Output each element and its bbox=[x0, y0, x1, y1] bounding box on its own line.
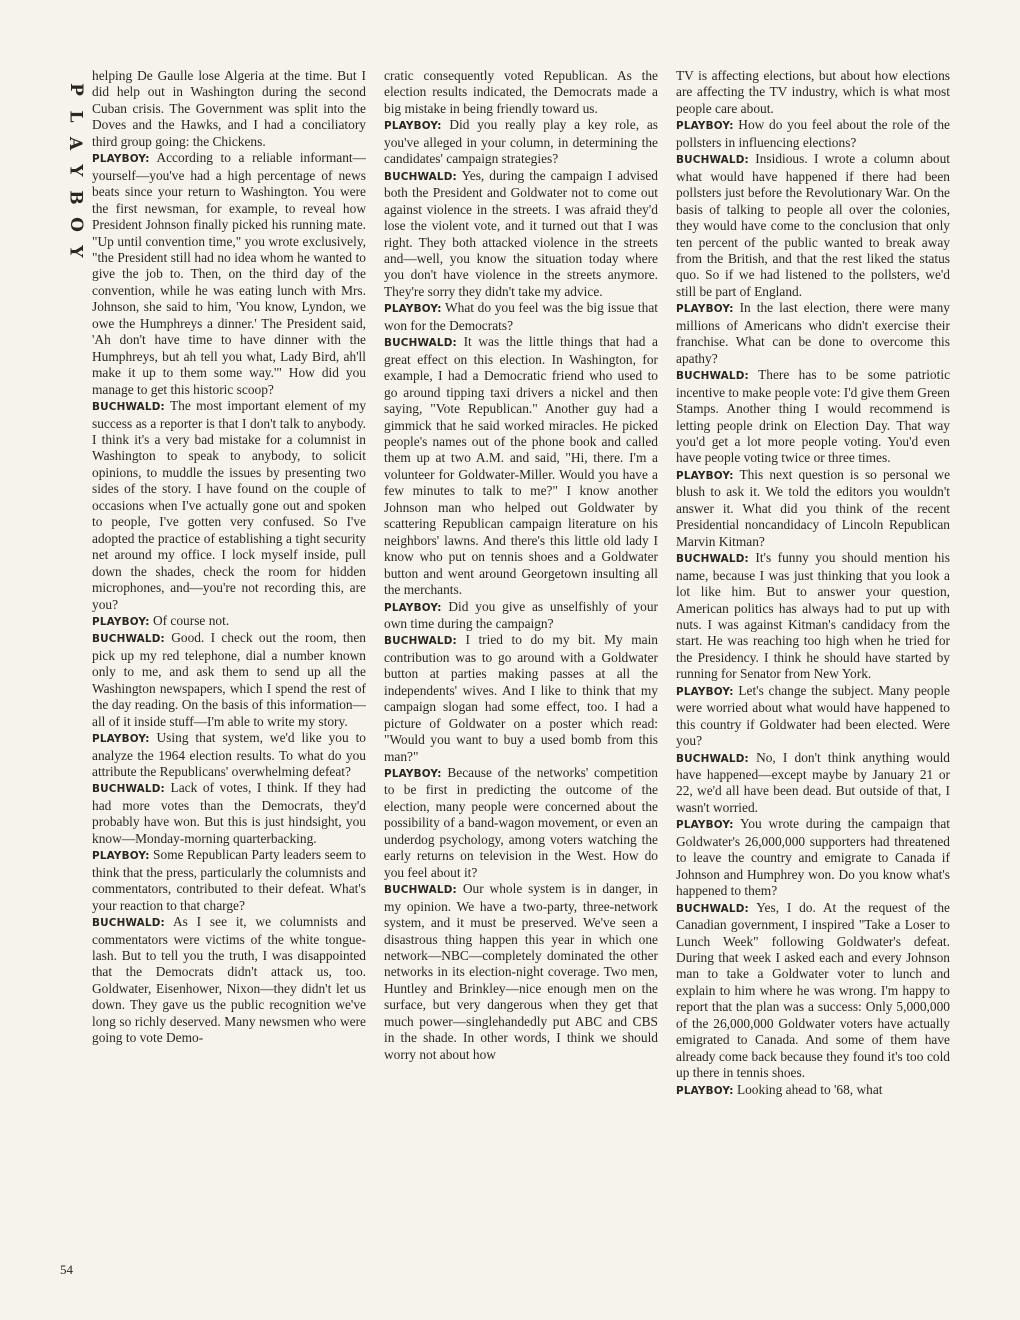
paragraph-text: Did you give as unselfishly of your own time during the campaign? bbox=[384, 598, 658, 631]
paragraph-text: You wrote during the campaign that Goldwater's 26,000,000 supporters had threatened to leave the country and emigrate to Canada if Johnson and Humphrey won. Do you know what's happened to them? bbox=[676, 816, 950, 899]
paragraph bbox=[676, 816, 950, 899]
speaker-label-playboy: PLAYBOY: bbox=[384, 303, 442, 316]
speaker-label-playboy: PLAYBOY: bbox=[384, 120, 442, 133]
paragraph bbox=[384, 632, 658, 765]
speaker-label-buchwald: BUCHWALD: bbox=[676, 553, 749, 566]
speaker-label-playboy: PLAYBOY: bbox=[92, 153, 150, 166]
speaker-label-buchwald: BUCHWALD: bbox=[676, 154, 749, 167]
paragraph-text: Our whole system is in danger, in my opinion. We have a two-party, three-network system, and it must be preserved. We've seen a disastrous thing happen this year in which one network—NBC—completely dominated the other networks in its election-night coverage. Two men, Huntley and Brinkley—nice enough men on the surface, but very dangerous when they get that much power—singlehandedly put ABC and CBS in the shade. In other words, I think we should worry not about how bbox=[384, 881, 658, 1062]
paragraph-text: Looking ahead to '68, what bbox=[736, 1081, 883, 1097]
paragraph-text: There has to be some patriotic incentive to make people vote: I'd give them Green Stamps. Another thing I would recommend is letting people drink on Election Day. That way you'd get a lot more people voting. You'd even have people voting twice or three times. bbox=[676, 367, 950, 466]
paragraph bbox=[384, 168, 658, 301]
paragraph bbox=[676, 117, 950, 151]
paragraph-text: In the last election, there were many millions of Americans who didn't exercise their franchise. What can be done to overcome this apathy? bbox=[676, 300, 950, 366]
paragraph bbox=[384, 881, 658, 1063]
speaker-label-buchwald: BUCHWALD: bbox=[92, 783, 165, 796]
masthead-playboy bbox=[58, 76, 86, 265]
masthead-letter: Y bbox=[65, 245, 86, 258]
masthead-letter: A bbox=[65, 136, 86, 151]
paragraph-text: What do you feel was the big issue that won for the Democrats? bbox=[384, 300, 658, 333]
paragraph bbox=[384, 300, 658, 334]
masthead-letter: O bbox=[65, 217, 86, 232]
paragraph bbox=[676, 550, 950, 683]
paragraph bbox=[92, 68, 366, 150]
masthead-letter: Y bbox=[65, 164, 86, 177]
speaker-label-buchwald: BUCHWALD: bbox=[676, 752, 749, 765]
speaker-label-playboy: PLAYBOY: bbox=[676, 1084, 734, 1097]
speaker-label-playboy: PLAYBOY: bbox=[92, 615, 150, 628]
paragraph bbox=[92, 847, 366, 914]
speaker-label-buchwald: BUCHWALD: bbox=[92, 917, 165, 930]
masthead-letter: P bbox=[65, 83, 86, 96]
speaker-label-buchwald: BUCHWALD: bbox=[92, 633, 165, 646]
paragraph bbox=[676, 900, 950, 1082]
paragraph-text: Let's change the subject. Many people were worried about what would have happened to this country if Goldwater had been elected. Were you? bbox=[676, 682, 950, 749]
paragraph-text: helping De Gaulle lose Algeria at the time. But I did help out in Washington during the second Cuban crisis. The Government was split into the Doves and the Hawks, and I had a conciliatory third group going: the Chickens. bbox=[92, 68, 366, 149]
page-number: 54 bbox=[60, 1262, 73, 1277]
paragraph bbox=[92, 914, 366, 1047]
speaker-label-playboy: PLAYBOY: bbox=[92, 850, 150, 863]
speaker-label-playboy: PLAYBOY: bbox=[676, 819, 734, 832]
paragraph bbox=[384, 599, 658, 633]
paragraph bbox=[384, 117, 658, 167]
masthead-letter: B bbox=[65, 190, 86, 205]
masthead-letter: L bbox=[65, 110, 86, 123]
paragraph bbox=[676, 367, 950, 467]
speaker-label-playboy: PLAYBOY: bbox=[384, 768, 442, 781]
paragraph-text: The most important element of my success as a reporter is that I don't talk to anybody. I think it's a very bad mistake for a columnist in Washington to speak to anybody, to solicit opinions, to muddle the issues by presenting two sides of the story. I have found on the couple of occasions when I've actually gone out and spoken to people, I've gotten very confused. So I've adopted the practice of establishing a tight security net around my office. I lock myself inside, pull down the shades, check the room for hidden microphones, and—you're not recording this, are you? bbox=[92, 398, 366, 612]
paragraph-text: Of course not. bbox=[152, 612, 230, 628]
paragraph bbox=[92, 398, 366, 613]
paragraph-text: Insidious. I wrote a column about what would have happened if there had been pollsters just before the Revolutionary War. On the basis of talking to people all over the colonies, they would have come to the conclusion that only ten percent of the public wanted to break away from the British, and that the rest liked the status quo. So if we had listened to the pollsters, we'd still be part of England. bbox=[676, 151, 950, 299]
paragraph bbox=[676, 750, 950, 817]
paragraph-text: How do you feel about the role of the pollsters in influencing elections? bbox=[676, 117, 950, 150]
paragraph-text: It was the little things that had a great effect on this election. In Washington, for example, I had a Democratic friend who used to go around tipping taxi drivers a nickel and then saying, "Vote Republican." Another guy had a gimmick that he said worked miracles. He picked people's names out of the phone book and called them up at two A.M. and said, "Hi, there. I'm a volunteer for Goldwater-Miller. Would you have a few minutes to talk to me?" I know another Johnson man who helped out Goldwater by scattering Republican campaign literature on his neighbors' lawns. And there's this little old lady I know who put on tennis shoes and a Goldwater button and went around Georgetown insulting all the merchants. bbox=[384, 334, 658, 598]
paragraph-text: Because of the networks' competition to be first in predicting the outcome of the election, many people were concerned about the possibility of a band-wagon movement, or even an underdog psychology, among voters watching the early returns on television in the West. How do you feel about it? bbox=[384, 765, 658, 880]
paragraph-text: According to a reliable informant—yourself—you've had a high percentage of news beats since your return to Washington. You were the first newsman, for example, to reveal how President Johnson finally picked his running mate. "Up until convention time," you wrote exclusively, "the President still had no idea whom he wanted to give the job to. Then, on the third day of the convention, while he was eating lunch with Mrs. Johnson, she said to him, 'You know, Lyndon, we owe the Humphreys a dinner.' The President said, 'Ah don't have time to have dinner with the Humphreys, but ah tell you what, Lady Bird, ah'll make it up to them some way.'" How did you manage to get this historic scoop? bbox=[92, 150, 366, 397]
speaker-label-playboy: PLAYBOY: bbox=[92, 733, 150, 746]
paragraph-text: Did you really play a key role, as you've alleged in your column, in determining the candidates' campaign strategies? bbox=[384, 117, 658, 167]
speaker-label-playboy: PLAYBOY: bbox=[384, 601, 442, 614]
paragraph-text: cratic consequently voted Republican. As the election results indicated, the Democrats made a big mistake in being friendly toward us. bbox=[384, 68, 658, 116]
paragraph bbox=[92, 613, 366, 630]
paragraph-text: I tried to do my bit. My main contribution was to go around with a Goldwater button at parties making passes at all the independents' wives. And I like to think that my campaign slogan had some effect, too. I had a picture of Goldwater on a poster which read: "Would you want to buy a used bomb from this man?" bbox=[384, 632, 658, 764]
paragraph bbox=[676, 300, 950, 367]
paragraph bbox=[92, 630, 366, 730]
paragraph bbox=[676, 68, 950, 117]
paragraph-text: TV is affecting elections, but about how elections are affecting the TV industry, which is what most people care about. bbox=[676, 68, 950, 116]
speaker-label-playboy: PLAYBOY: bbox=[676, 303, 734, 316]
speaker-label-buchwald: BUCHWALD: bbox=[676, 370, 749, 383]
paragraph bbox=[384, 334, 658, 598]
paragraph bbox=[384, 765, 658, 881]
speaker-label-buchwald: BUCHWALD: bbox=[384, 170, 457, 183]
paragraph bbox=[92, 730, 366, 780]
paragraph-text: Yes, I do. At the request of the Canadian government, I inspired "Take a Loser to Lunch Week" following Goldwater's defeat. During that week I asked each and every Johnson man to take a Goldwater voter to lunch and explain to him where he was wrong. I'm happy to report that the plan was a success: Only 5,000,000 of the 26,000,000 Goldwater voters have actually emigrated to Canada. And some of them have already come back because they found it's too cold up there in tennis shoes. bbox=[676, 899, 950, 1081]
paragraph bbox=[384, 68, 658, 117]
paragraph bbox=[676, 683, 950, 750]
paragraph-text: As I see it, we columnists and commentators were victims of the white tongue-lash. But to tell you the truth, I was disappointed that the Democrats didn't attack us, too. Goldwater, Eisenhower, Nixon—they didn't let us down. They gave us the public recognition we've long so richly deserved. Many newsmen who were going to vote Demo- bbox=[92, 914, 366, 1046]
paragraph-text: This next question is so personal we blush to ask it. We told the editors you wouldn't answer it. What did you think of the recent Presidential noncandidacy of Lincoln Republican Marvin Kitman? bbox=[676, 466, 950, 549]
speaker-label-buchwald: BUCHWALD: bbox=[676, 902, 749, 915]
speaker-label-playboy: PLAYBOY: bbox=[676, 469, 734, 482]
speaker-label-playboy: PLAYBOY: bbox=[676, 120, 734, 133]
paragraph bbox=[676, 1082, 950, 1099]
text-column-3 bbox=[676, 68, 950, 1273]
text-column-2 bbox=[384, 68, 658, 1273]
speaker-label-buchwald: BUCHWALD: bbox=[92, 401, 165, 414]
paragraph-text: Using that system, we'd like you to analyze the 1964 election results. To what do you attribute the Republicans' overwhelming defeat? bbox=[92, 730, 366, 780]
paragraph-text: Some Republican Party leaders seem to think that the press, particularly the columnists and commentators, contributed to their defeat. What's your reaction to that charge? bbox=[92, 847, 366, 913]
text-column-1 bbox=[92, 68, 366, 1273]
paragraph bbox=[92, 780, 366, 847]
speaker-label-buchwald: BUCHWALD: bbox=[384, 337, 457, 350]
speaker-label-playboy: PLAYBOY: bbox=[676, 685, 734, 698]
paragraph-text: It's funny you should mention his name, because I was just thinking that you look a lot like him. But to answer your question, American politics has always had to put up with nuts. I was against Kitman's candidacy from the start. He was reaching too high when he tried for the Presidency. I think he should have started by running for Senator from New York. bbox=[676, 550, 950, 682]
paragraph-text: No, I don't think anything would have happened—except maybe by January 21 or 22, we'd all have been dead. But outside of that, I wasn't worried. bbox=[676, 749, 950, 815]
paragraph bbox=[676, 467, 950, 550]
speaker-label-buchwald: BUCHWALD: bbox=[384, 884, 457, 897]
paragraph-text: Lack of votes, I think. If they had had more votes than the Democrats, they'd probably have won. But this is just hindsight, you know—Monday-morning quarterbacking. bbox=[92, 780, 366, 846]
paragraph-text: Yes, during the campaign I advised both the President and Goldwater not to come out against violence in the streets. I was afraid they'd lose the violent vote, and it turned out that I was right. They both attacked violence in the streets and—well, you know the situation today where you don't have violence in the streets anymore. They're sorry they didn't take my advice. bbox=[384, 167, 658, 299]
paragraph-text: Good. I check out the room, then pick up my red telephone, dial a number known only to me, and ask them to send up all the Washington newspapers, which I spend the rest of the day reading. On the basis of this information—all of it inside stuff—I'm able to write my story. bbox=[92, 630, 366, 729]
paragraph bbox=[676, 151, 950, 300]
paragraph bbox=[92, 150, 366, 398]
speaker-label-buchwald: BUCHWALD: bbox=[384, 635, 457, 648]
